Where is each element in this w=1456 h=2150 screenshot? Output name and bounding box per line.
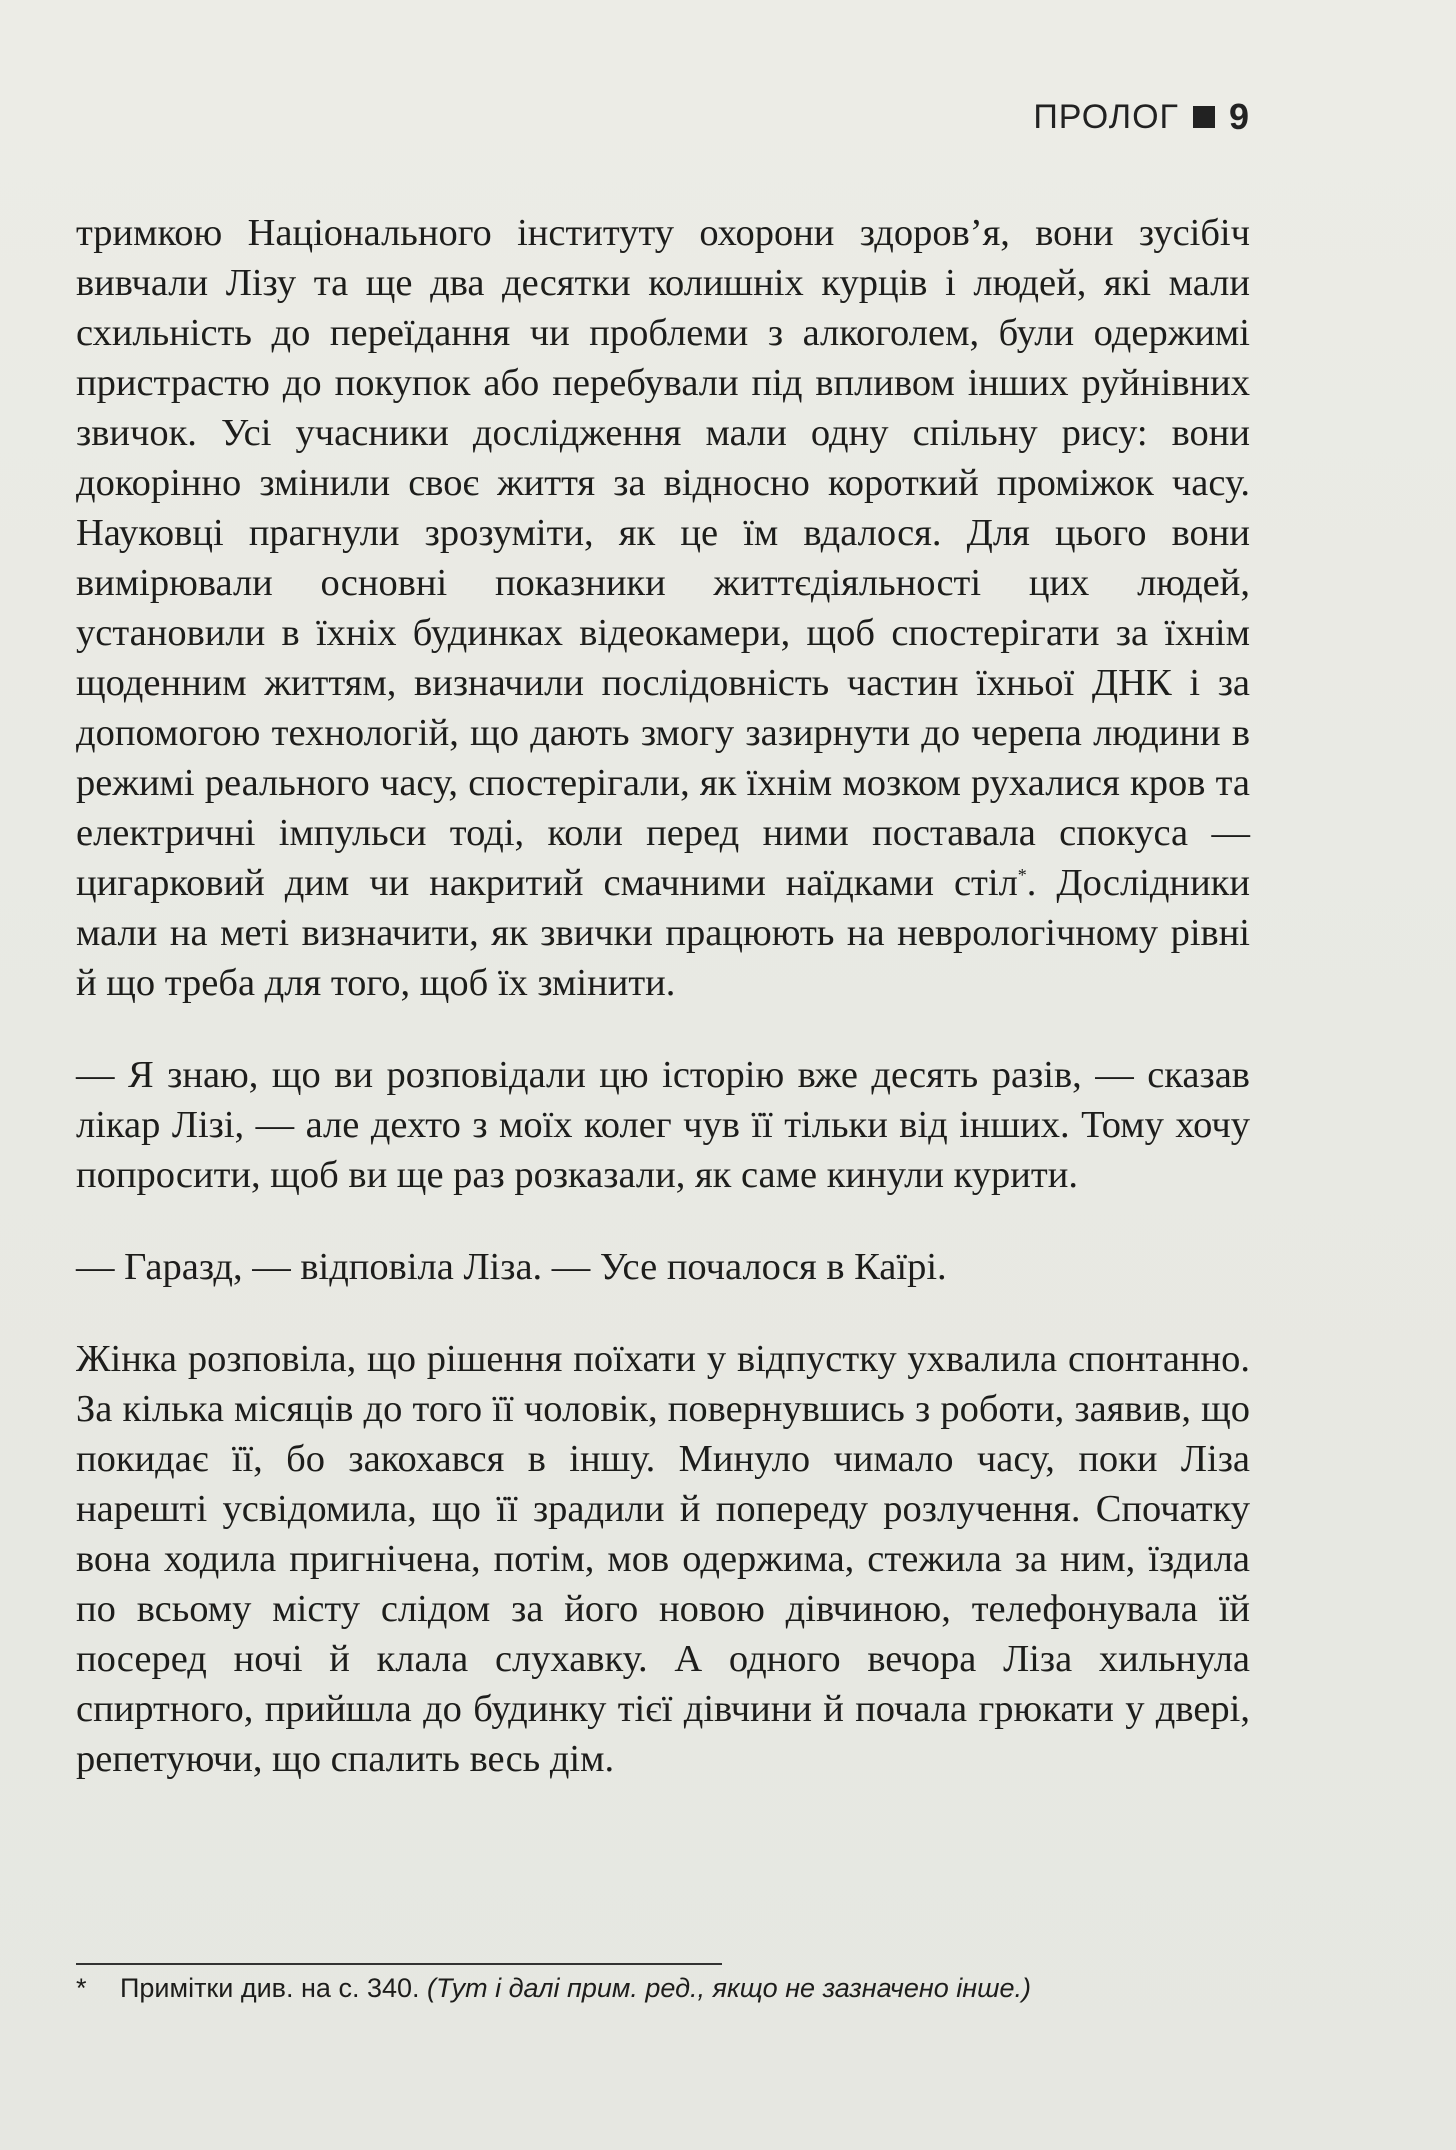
square-bullet-icon: [1193, 106, 1215, 128]
paragraph-1: [76, 208, 1250, 1008]
paragraph-2: — Я знаю, що ви розповідали цю історію вже десять разів, — сказав лікар Лізі, — але дехто з моїх колег чув її тільки від інших. Тому хочу попросити, щоб ви ще раз розказали, як саме кинули курити.: [76, 1054, 1250, 1196]
paragraph-3: — Гаразд, — відповіла Ліза. — Усе почалося в Каїрі.: [76, 1246, 947, 1288]
body-text: [76, 208, 1250, 1784]
page-number: 9: [1228, 96, 1250, 137]
running-title: ПРОЛОГ: [1033, 97, 1179, 136]
footnote-text: Примітки див. на с. 340.: [120, 1973, 420, 2003]
footnote: [76, 1968, 1256, 2008]
footnote-mark: *: [76, 1973, 87, 2003]
paragraph-1-text-end: . Дослідники мали на меті визначити, як звички працюють на неврологічному рівні й що треба для того, щоб їх змінити.: [76, 862, 1250, 1004]
paragraph-4: Жінка розповіла, що рішення поїхати у відпустку ухвалила спонтанно. За кілька місяців до того її чоловік, повернувшись з роботи, заявив, що покидає її, бо закохався в іншу. Минуло чимало часу, поки Ліза нарешті усвідомила, що її зрадили й попереду розлучення. Спочатку вона ходила пригнічена, потім, мов одержима, стежила за ним, їздила по всьому місту слідом за його новою дівчиною, телефонувала їй посеред ночі й клала слухавку. А одного вечора Ліза хильнула спиртного, прийшла до будинку тієї дівчини й почала грюкати у двері, репетуючи, що спалить весь дім.: [76, 1338, 1250, 1780]
footnote-divider: [76, 1963, 722, 1965]
footnote-editor-note: (Тут і далі прим. ред., якщо не зазначено інше.): [427, 1973, 1031, 2003]
footnote-reference: *: [1017, 865, 1027, 886]
running-head: [1033, 96, 1250, 138]
paragraph-1-text: тримкою Національного інституту охорони здоров’я, вони зусібіч вивчали Лізу та ще два десятки колишніх курців і людей, які мали схильність до переїдання чи проблеми з алкоголем, були одержимі пристрастю до покупок або перебували під впливом інших руйнівних звичок. Усі учасники дослідження мали одну спільну рису: вони докорінно змінили своє життя за відносно короткий проміжок часу. Науковці прагнули зрозуміти, як це їм вдалося. Для цього вони вимірювали основні показники життєдіяльності цих людей, установили в їхніх будинках відеокамери, щоб спостерігати за їхнім щоденним життям, визначили послідовність частин їхньої ДНК і за допомогою технологій, що дають змогу зазирнути до черепа людини в режимі реального часу, спостерігали, як їхнім мозком рухалися кров та електричні імпульси тоді, коли перед ними поставала спокуса — цигарковий дим чи накритий смачними наїдками стіл: [76, 212, 1250, 904]
